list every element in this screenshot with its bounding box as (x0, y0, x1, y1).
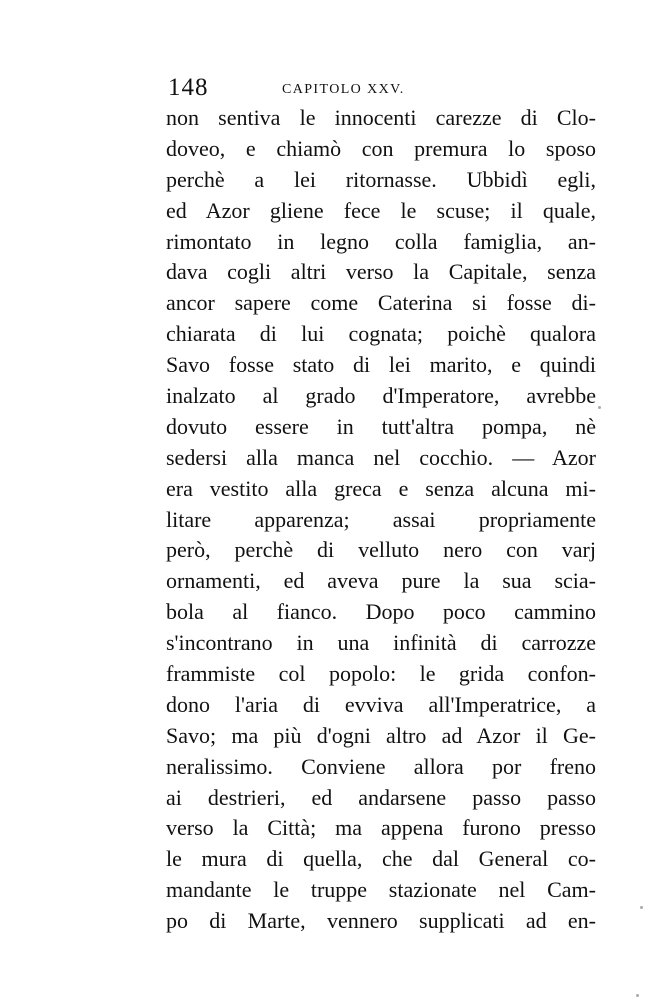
text-line: però, perchè di velluto nero con varj (166, 537, 596, 563)
paper-speck (598, 406, 601, 409)
text-line: Savo; ma più d'ogni altro ad Azor il Ge- (166, 722, 596, 748)
text-line: s'incontrano in una infinità di carrozze (166, 630, 596, 656)
text-line: ancor sapere come Caterina si fosse di- (166, 290, 596, 316)
body-text (166, 103, 596, 937)
text-line: sedersi alla manca nel cocchio. — Azor (166, 444, 596, 470)
text-line: bola al fianco. Dopo poco cammino (166, 599, 596, 625)
text-line: Savo fosse stato di lei marito, e quindi (166, 352, 596, 378)
text-line: non sentiva le innocenti carezze di Clo- (166, 105, 596, 130)
text-line: litare apparenza; assai propriamente (166, 506, 596, 532)
text-line: le mura di quella, che dal General co- (166, 846, 596, 872)
text-line: rimontato in legno colla famiglia, an- (166, 228, 596, 254)
running-head: CAPITOLO XXV. (282, 82, 405, 97)
text-line: perchè a lei ritornasse. Ubbidì egli, (166, 166, 596, 192)
page-number: 148 (168, 74, 209, 101)
page-header (168, 74, 608, 104)
text-line: inalzato al grado d'Imperatore, avrebbe (166, 383, 596, 409)
paper-speck (636, 994, 639, 997)
text-line: dono l'aria di evviva all'Imperatrice, a (166, 691, 596, 717)
text-line: frammiste col popolo: le grida confon- (166, 661, 596, 687)
text-line: ed Azor gliene fece le scuse; il quale, (166, 197, 596, 223)
text-line: neralissimo. Conviene allora por freno (166, 753, 596, 779)
paper-speck (640, 906, 643, 909)
text-line: doveo, e chiamò con premura lo sposo (166, 135, 596, 161)
text-line: po di Marte, vennero supplicati ad en- (166, 908, 596, 934)
text-line: verso la Città; ma appena furono presso (166, 815, 596, 841)
text-line: dovuto essere in tutt'altra pompa, nè (166, 413, 596, 439)
text-line: era vestito alla greca e senza alcuna mi- (166, 475, 596, 501)
text-line: chiarata di lui cognata; poichè qualora (166, 321, 596, 347)
text-line: mandante le truppe stazionate nel Cam- (166, 877, 596, 903)
text-line: ornamenti, ed aveva pure la sua scia- (166, 568, 596, 594)
text-line: dava cogli altri verso la Capitale, senza (166, 259, 596, 285)
text-line: ai destrieri, ed andarsene passo passo (166, 784, 596, 810)
